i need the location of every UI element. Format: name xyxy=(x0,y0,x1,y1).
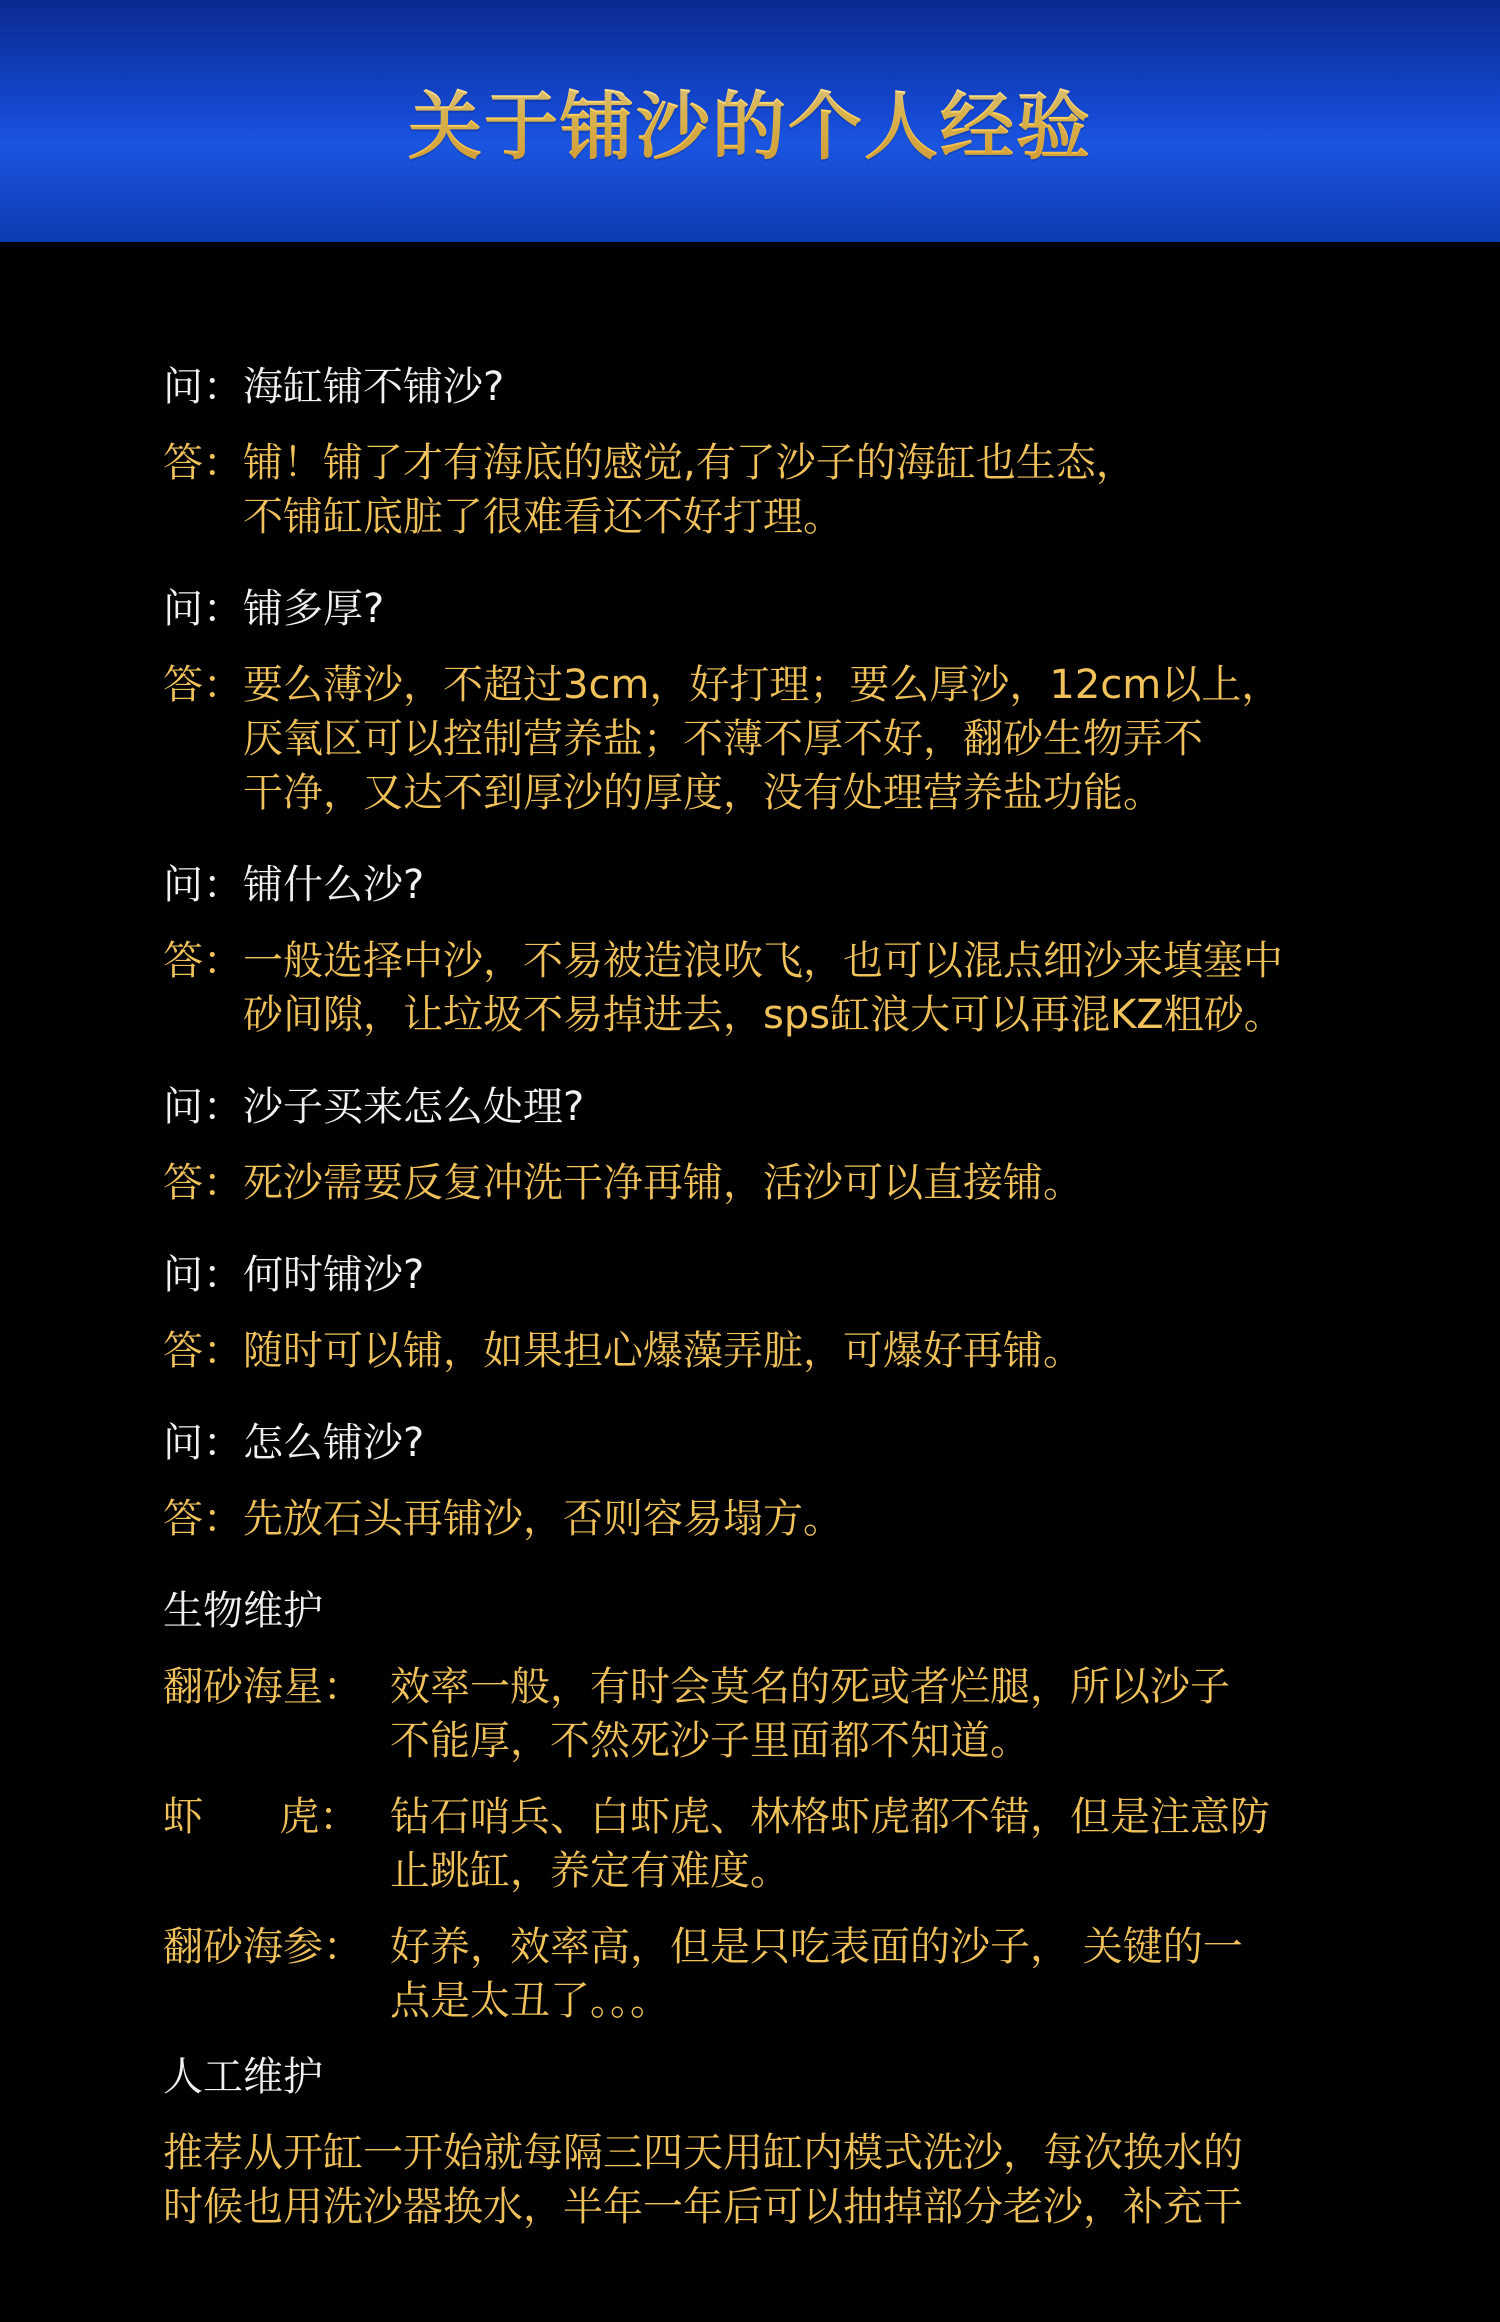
answer-prefix: 答： xyxy=(163,1328,243,1374)
answer xyxy=(163,1156,1423,1210)
bio-label: 虾 虎： xyxy=(163,1794,360,1840)
answer-line: 先放石头再铺沙，否则容易塌方。 xyxy=(243,1496,843,1542)
question-prefix: 问： xyxy=(163,1084,243,1130)
qa-item xyxy=(163,582,1423,820)
answer xyxy=(163,1492,1423,1546)
bio-item xyxy=(163,1660,1423,1768)
answer-line: 不铺缸底脏了很难看还不好打理。 xyxy=(243,494,843,540)
answer-line: 死沙需要反复冲洗干净再铺，活沙可以直接铺。 xyxy=(243,1160,1083,1206)
manual-line: 时候也用洗沙器换水，半年一年后可以抽掉部分老沙，补充干 xyxy=(163,2184,1243,2230)
answer-prefix: 答： xyxy=(163,1160,243,1206)
question-prefix: 问： xyxy=(163,364,243,410)
question-text: 何时铺沙? xyxy=(243,1252,425,1298)
answer xyxy=(163,934,1423,1042)
bio-line: 好养，效率高，但是只吃表面的沙子， 关键的一 xyxy=(390,1924,1243,1970)
question xyxy=(163,1080,1423,1134)
manual-line: 推荐从开缸一开始就每隔三四天用缸内模式洗沙，每次换水的 xyxy=(163,2130,1243,2176)
answer-line: 铺！铺了才有海底的感觉,有了沙子的海缸也生态， xyxy=(243,440,1136,486)
question xyxy=(163,1248,1423,1302)
answer xyxy=(163,436,1423,544)
qa-item xyxy=(163,1080,1423,1210)
bio-line: 钻石哨兵、白虾虎、林格虾虎都不错，但是注意防 xyxy=(390,1794,1270,1840)
question xyxy=(163,360,1423,414)
question xyxy=(163,1416,1423,1470)
section-title-bio: 生物维护 xyxy=(163,1588,323,1634)
bio-text xyxy=(390,1920,1423,2028)
bio-text xyxy=(390,1790,1423,1898)
section-title-manual: 人工维护 xyxy=(163,2054,323,2100)
answer-prefix: 答： xyxy=(163,440,243,486)
answer-prefix: 答： xyxy=(163,1496,243,1542)
answer-line: 一般选择中沙，不易被造浪吹飞，也可以混点细沙来填塞中 xyxy=(243,938,1283,984)
bio-line: 点是太丑了。。。 xyxy=(390,1978,670,2024)
question-text: 铺什么沙? xyxy=(243,862,425,908)
question xyxy=(163,582,1423,636)
bio-line: 效率一般，有时会莫名的死或者烂腿，所以沙子 xyxy=(390,1664,1230,1710)
question-text: 铺多厚? xyxy=(243,586,385,632)
question-text: 沙子买来怎么处理? xyxy=(243,1084,585,1130)
answer-text xyxy=(243,934,1423,1042)
question-prefix: 问： xyxy=(163,1420,243,1466)
answer-prefix: 答： xyxy=(163,938,243,984)
question-prefix: 问： xyxy=(163,862,243,908)
answer-text xyxy=(243,1156,1423,1210)
bio-line: 不能厚，不然死沙子里面都不知道。 xyxy=(390,1718,1030,1764)
qa-item xyxy=(163,1416,1423,1546)
qa-item xyxy=(163,858,1423,1042)
answer-text xyxy=(243,658,1423,820)
bio-line: 止跳缸，养定有难度。 xyxy=(390,1848,790,1894)
answer xyxy=(163,658,1423,820)
bio-item xyxy=(163,1790,1423,1898)
answer-line: 厌氧区可以控制营养盐；不薄不厚不好，翻砂生物弄不 xyxy=(243,716,1203,762)
page-title: 关于铺沙的个人经验 xyxy=(408,68,1092,174)
page-header xyxy=(0,0,1500,242)
answer-line: 砂间隙，让垃圾不易掉进去，sps缸浪大可以再混KZ粗砂。 xyxy=(243,992,1284,1038)
answer-prefix: 答： xyxy=(163,662,243,708)
bio-text xyxy=(390,1660,1423,1768)
question-prefix: 问： xyxy=(163,586,243,632)
bio-label: 翻砂海参： xyxy=(163,1924,363,1970)
qa-item xyxy=(163,1248,1423,1378)
question xyxy=(163,858,1423,912)
qa-item xyxy=(163,360,1423,544)
question-text: 怎么铺沙? xyxy=(243,1420,425,1466)
bio-label: 翻砂海星： xyxy=(163,1664,363,1710)
answer-text xyxy=(243,1324,1423,1378)
answer-text xyxy=(243,436,1423,544)
answer-line: 干净，又达不到厚沙的厚度，没有处理营养盐功能。 xyxy=(243,770,1163,816)
answer xyxy=(163,1324,1423,1378)
question-prefix: 问： xyxy=(163,1252,243,1298)
bio-item xyxy=(163,1920,1423,2028)
question-text: 海缸铺不铺沙? xyxy=(243,364,505,410)
answer-line: 随时可以铺，如果担心爆藻弄脏，可爆好再铺。 xyxy=(243,1328,1083,1374)
content xyxy=(163,360,1423,2234)
answer-line: 要么薄沙，不超过3cm，好打理；要么厚沙，12cm以上， xyxy=(243,662,1282,708)
manual-text xyxy=(163,2126,1423,2234)
answer-text xyxy=(243,1492,1423,1546)
